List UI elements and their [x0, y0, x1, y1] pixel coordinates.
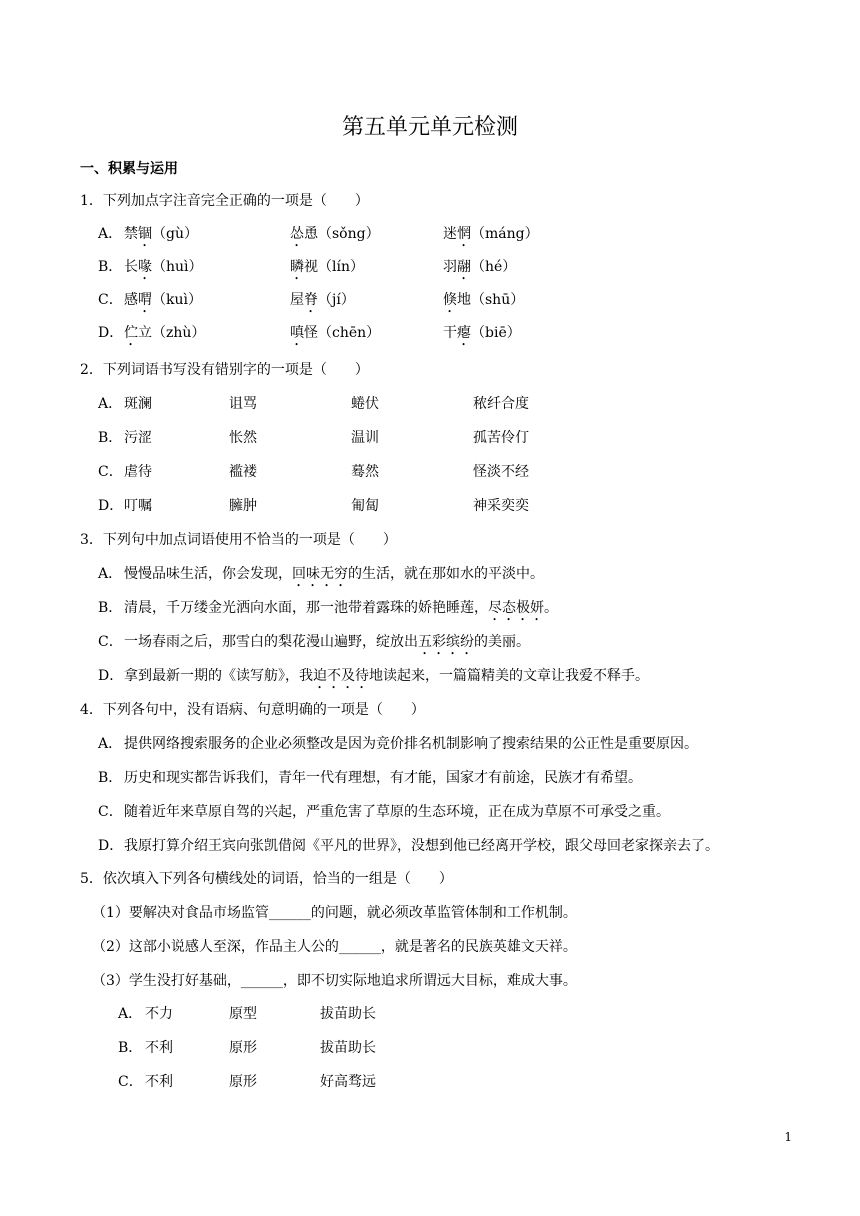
q5-a-word1: 不力 — [145, 1006, 173, 1022]
q1-c-term3: 倏地（shū） — [443, 292, 525, 308]
q2-a-word2: 诅骂 — [229, 396, 257, 412]
q1-a-term2: 怂恿（sǒng） — [290, 226, 380, 242]
q2-c-word2: 褴褛 — [229, 464, 257, 480]
q1-b-term3: 羽翮（hé） — [443, 259, 517, 275]
q4-d-label: D． — [98, 838, 124, 854]
q2-b-label: B． — [98, 430, 123, 446]
q5-c-word1: 不利 — [145, 1074, 173, 1090]
q2-b-word3: 温训 — [351, 430, 379, 446]
q2-c-label: C． — [98, 464, 123, 480]
q5-a-word2: 原型 — [229, 1006, 257, 1022]
q1-d-term1: 伫立（zhù） — [124, 325, 206, 341]
q1-a-label: A． — [98, 226, 123, 242]
q4-c-label: C． — [98, 804, 123, 820]
q2-stem: 2．下列词语书写没有错别字的一项是（ ） — [80, 362, 369, 378]
q5-stem: 5．依次填入下列各句横线处的词语，恰当的一组是（ ） — [80, 871, 453, 887]
q2-a-word4: 秾纤合度 — [473, 396, 529, 412]
q2-d-word1: 叮嘱 — [124, 498, 152, 514]
q4-a-sentence: 提供网络搜索服务的企业必须整改是因为竞价排名机制影响了搜索结果的公正性是重要原因。 — [124, 736, 698, 752]
q4-stem: 4．下列各句中，没有语病、句意明确的一项是（ ） — [80, 702, 425, 718]
q1-b-term2: 瞵视（lín） — [290, 259, 364, 275]
q2-d-word4: 神采奕奕 — [473, 498, 529, 514]
q3-b-sentence: 清晨，千万缕金光洒向水面，那一池带着露珠的娇艳睡莲，尽态极妍。 — [124, 600, 558, 616]
q4-b-label: B． — [98, 770, 123, 786]
q5-a-word3: 拔苗助长 — [320, 1006, 376, 1022]
q5-c-word3: 好高骛远 — [320, 1074, 376, 1090]
section-heading: 一、积累与运用 — [80, 161, 178, 177]
q4-d-sentence: 我原打算介绍王宾向张凯借阅《平凡的世界》，没想到他已经离开学校，跟父母回老家探亲去了。 — [124, 838, 719, 854]
q4-b-sentence: 历史和现实都告诉我们，青年一代有理想，有才能，国家才有前途，民族才有希望。 — [124, 770, 642, 786]
q2-b-word2: 怅然 — [229, 430, 257, 446]
q3-stem: 3．下列句中加点词语使用不恰当的一项是（ ） — [80, 532, 397, 548]
page-number: 1 — [784, 1130, 792, 1144]
q4-a-label: A． — [98, 736, 123, 752]
q4-c-sentence: 随着近年来草原自驾的兴起，严重危害了草原的生态环境，正在成为草原不可承受之重。 — [124, 804, 670, 820]
q5-c-label: C． — [118, 1074, 143, 1090]
q1-d-label: D． — [98, 325, 124, 341]
q2-b-word4: 孤苦伶仃 — [473, 430, 529, 446]
q2-a-label: A． — [98, 396, 123, 412]
q5-b-word1: 不利 — [145, 1040, 173, 1056]
q2-d-word3: 匍匐 — [351, 498, 379, 514]
page-title: 第五单元单元检测 — [341, 115, 518, 140]
q1-d-term3: 干瘪（biē） — [443, 325, 521, 341]
q1-d-term2: 嗔怪（chēn） — [290, 325, 381, 341]
q2-a-word3: 蜷伏 — [351, 396, 379, 412]
q3-a-dotted-word: 回味无穷 — [292, 566, 348, 582]
q3-a-sentence: 慢慢品味生活，你会发现，回味无穷的生活，就在那如水的平淡中。 — [124, 566, 544, 582]
q1-c-label: C． — [98, 292, 123, 308]
q5-b-word2: 原形 — [229, 1040, 257, 1056]
q1-c-term1: 感喟（kuì） — [124, 292, 202, 308]
q2-d-label: D． — [98, 498, 124, 514]
q3-d-sentence: 拿到最新一期的《读写舫》，我迫不及待地读起来，一篇篇精美的文章让我爱不释手。 — [124, 668, 649, 684]
q3-a-label: A． — [98, 566, 123, 582]
q1-a-term3: 迷惘（máng） — [443, 226, 539, 242]
q3-d-label: D． — [98, 668, 124, 684]
q2-b-word1: 污涩 — [124, 430, 152, 446]
q3-c-label: C． — [98, 634, 123, 650]
q1-b-label: B． — [98, 259, 123, 275]
q5-c-word2: 原形 — [229, 1074, 257, 1090]
q3-d-dotted-word: 迫不及待 — [313, 668, 369, 684]
q3-c-sentence: 一场春雨之后，那雪白的梨花漫山遍野，绽放出五彩缤纷的美丽。 — [124, 634, 530, 650]
q1-stem: 1．下列加点字注音完全正确的一项是（ ） — [80, 193, 369, 209]
q1-a-term1: 禁锢（gù） — [124, 226, 198, 242]
q2-c-word4: 怪淡不经 — [473, 464, 529, 480]
q1-b-term1: 长喙（huì） — [124, 259, 203, 275]
q3-b-dotted-word: 尽态极妍 — [488, 600, 544, 616]
q2-c-word3: 蓦然 — [351, 464, 379, 480]
q2-a-word1: 斑澜 — [124, 396, 152, 412]
q5-sentence-3: （3）学生没打好基础，______，即不切实际地追求所谓远大目标，难成大事。 — [92, 973, 577, 989]
q2-d-word2: 臃肿 — [229, 498, 257, 514]
q5-sentence-1: （1）要解决对食品市场监管______的问题，就必须改革监管体制和工作机制。 — [92, 905, 577, 921]
q5-sentence-2: （2）这部小说感人至深，作品主人公的______，就是著名的民族英雄文天祥。 — [92, 939, 577, 955]
q5-a-label: A． — [118, 1006, 143, 1022]
q2-c-word1: 虐待 — [124, 464, 152, 480]
q3-b-label: B． — [98, 600, 123, 616]
q5-b-label: B． — [118, 1040, 143, 1056]
q3-c-dotted-word: 五彩缤纷 — [418, 634, 474, 650]
q1-c-term2: 屋脊（jí） — [290, 292, 355, 308]
q5-b-word3: 拔苗助长 — [320, 1040, 376, 1056]
